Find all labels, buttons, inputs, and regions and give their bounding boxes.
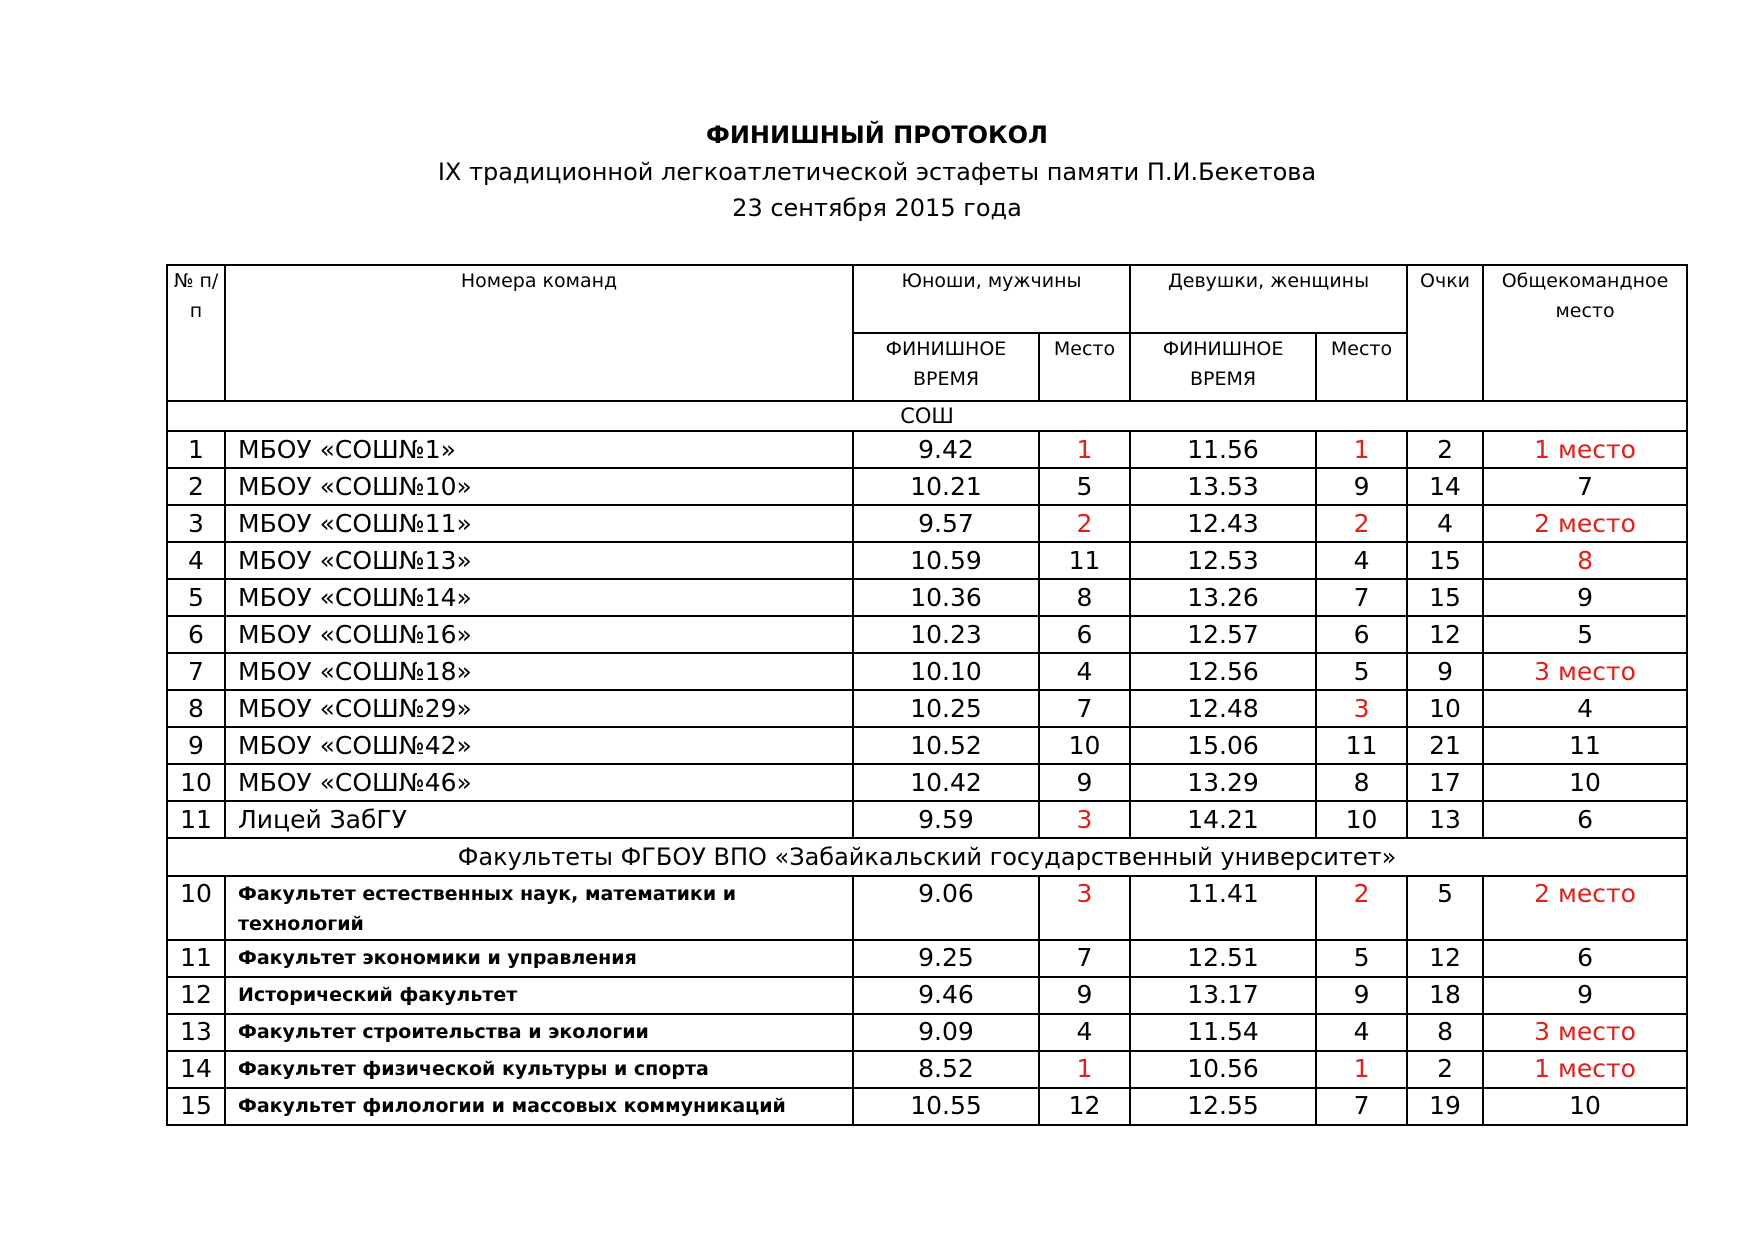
women-place: 10 [1316,801,1407,838]
table-row [167,876,1687,940]
men-place: 12 [1039,1088,1130,1125]
header-men: Юноши, мужчины [853,265,1130,333]
overall-place: 2 место [1483,876,1687,940]
points: 12 [1407,616,1483,653]
overall-place: 9 [1483,579,1687,616]
women-place: 4 [1316,1014,1407,1051]
men-finish-time: 9.09 [853,1014,1039,1051]
team-name: Исторический факультет [225,977,853,1014]
table-row [167,977,1687,1014]
points: 19 [1407,1088,1483,1125]
overall-place: 9 [1483,977,1687,1014]
overall-place: 3 место [1483,1014,1687,1051]
header-overall: Общекомандное место [1483,265,1687,401]
men-place: 1 [1039,431,1130,468]
section-row [167,838,1687,876]
men-finish-time: 10.42 [853,764,1039,801]
table-row [167,1051,1687,1088]
men-finish-time: 9.06 [853,876,1039,940]
points: 17 [1407,764,1483,801]
team-name: Факультет экономики и управления [225,940,853,977]
overall-place: 10 [1483,1088,1687,1125]
men-place: 3 [1039,801,1130,838]
men-place: 9 [1039,764,1130,801]
header-women-finish-time: ФИНИШНОЕ ВРЕМЯ [1130,333,1316,401]
women-place: 2 [1316,876,1407,940]
points: 21 [1407,727,1483,764]
points: 2 [1407,431,1483,468]
women-finish-time: 13.29 [1130,764,1316,801]
men-finish-time: 8.52 [853,1051,1039,1088]
men-finish-time: 10.59 [853,542,1039,579]
women-place: 5 [1316,940,1407,977]
women-finish-time: 12.43 [1130,505,1316,542]
men-finish-time: 9.59 [853,801,1039,838]
men-finish-time: 9.46 [853,977,1039,1014]
row-number: 10 [167,876,225,940]
row-number: 13 [167,1014,225,1051]
men-place: 6 [1039,616,1130,653]
overall-place: 7 [1483,468,1687,505]
overall-place: 8 [1483,542,1687,579]
women-place: 11 [1316,727,1407,764]
row-number: 15 [167,1088,225,1125]
header-women: Девушки, женщины [1130,265,1407,333]
row-number: 2 [167,468,225,505]
men-finish-time: 9.25 [853,940,1039,977]
document-title: ФИНИШНЫЙ ПРОТОКОЛ [706,121,1048,149]
men-finish-time: 10.55 [853,1088,1039,1125]
team-name: МБОУ «СОШ№10» [225,468,853,505]
header-num: № п/п [167,265,225,401]
team-name: Факультет физической культуры и спорта [225,1051,853,1088]
row-number: 3 [167,505,225,542]
overall-place: 3 место [1483,653,1687,690]
finish-protocol-table [166,264,1688,1126]
women-finish-time: 11.54 [1130,1014,1316,1051]
men-place: 4 [1039,653,1130,690]
women-finish-time: 13.53 [1130,468,1316,505]
men-place: 1 [1039,1051,1130,1088]
points: 14 [1407,468,1483,505]
team-name: МБОУ «СОШ№42» [225,727,853,764]
women-finish-time: 11.41 [1130,876,1316,940]
row-number: 10 [167,764,225,801]
row-number: 7 [167,653,225,690]
row-number: 9 [167,727,225,764]
men-finish-time: 10.36 [853,579,1039,616]
women-finish-time: 13.17 [1130,977,1316,1014]
men-finish-time: 10.21 [853,468,1039,505]
points: 9 [1407,653,1483,690]
table-row [167,468,1687,505]
women-place: 2 [1316,505,1407,542]
men-place: 4 [1039,1014,1130,1051]
document-subtitle: IX традиционной легкоатлетической эстафеты памяти П.И.Бекетова [437,158,1317,186]
women-finish-time: 12.53 [1130,542,1316,579]
team-name: МБОУ «СОШ№16» [225,616,853,653]
women-finish-time: 11.56 [1130,431,1316,468]
women-finish-time: 10.56 [1130,1051,1316,1088]
women-finish-time: 15.06 [1130,727,1316,764]
section-label: СОШ [167,401,1687,431]
women-place: 1 [1316,431,1407,468]
points: 5 [1407,876,1483,940]
women-place: 3 [1316,690,1407,727]
overall-place: 11 [1483,727,1687,764]
overall-place: 6 [1483,940,1687,977]
overall-place: 5 [1483,616,1687,653]
table-row [167,727,1687,764]
table-row [167,764,1687,801]
points: 18 [1407,977,1483,1014]
women-place: 7 [1316,579,1407,616]
men-finish-time: 10.10 [853,653,1039,690]
women-place: 4 [1316,542,1407,579]
women-place: 1 [1316,1051,1407,1088]
women-finish-time: 12.48 [1130,690,1316,727]
overall-place: 10 [1483,764,1687,801]
table-row [167,1088,1687,1125]
team-name: МБОУ «СОШ№1» [225,431,853,468]
points: 15 [1407,579,1483,616]
table-row [167,801,1687,838]
points: 2 [1407,1051,1483,1088]
header-men-place: Место [1039,333,1130,401]
section-row [167,401,1687,431]
women-place: 9 [1316,977,1407,1014]
table-row [167,579,1687,616]
team-name: Факультет филологии и массовых коммуникаций [225,1088,853,1125]
row-number: 1 [167,431,225,468]
table-row [167,690,1687,727]
team-name: МБОУ «СОШ№46» [225,764,853,801]
overall-place: 1 место [1483,431,1687,468]
women-place: 8 [1316,764,1407,801]
women-finish-time: 12.51 [1130,940,1316,977]
points: 8 [1407,1014,1483,1051]
team-name: МБОУ «СОШ№11» [225,505,853,542]
section-label: Факультеты ФГБОУ ВПО «Забайкальский государственный университет» [167,838,1687,876]
men-place: 5 [1039,468,1130,505]
document-date: 23 сентября 2015 года [732,194,1022,222]
men-place: 7 [1039,690,1130,727]
overall-place: 4 [1483,690,1687,727]
women-place: 7 [1316,1088,1407,1125]
points: 13 [1407,801,1483,838]
table-row [167,1014,1687,1051]
team-name: МБОУ «СОШ№18» [225,653,853,690]
team-name: МБОУ «СОШ№13» [225,542,853,579]
team-name: Лицей ЗабГУ [225,801,853,838]
overall-place: 2 место [1483,505,1687,542]
men-finish-time: 9.42 [853,431,1039,468]
women-place: 9 [1316,468,1407,505]
header-teams: Номера команд [225,265,853,401]
team-name: МБОУ «СОШ№14» [225,579,853,616]
row-number: 6 [167,616,225,653]
women-place: 6 [1316,616,1407,653]
table-row [167,542,1687,579]
table-row [167,505,1687,542]
men-place: 7 [1039,940,1130,977]
row-number: 5 [167,579,225,616]
women-finish-time: 14.21 [1130,801,1316,838]
men-place: 11 [1039,542,1130,579]
table-row [167,940,1687,977]
men-place: 8 [1039,579,1130,616]
men-place: 10 [1039,727,1130,764]
men-finish-time: 10.23 [853,616,1039,653]
men-finish-time: 10.25 [853,690,1039,727]
row-number: 14 [167,1051,225,1088]
row-number: 8 [167,690,225,727]
men-place: 9 [1039,977,1130,1014]
men-finish-time: 10.52 [853,727,1039,764]
women-place: 5 [1316,653,1407,690]
team-name: МБОУ «СОШ№29» [225,690,853,727]
overall-place: 6 [1483,801,1687,838]
men-place: 3 [1039,876,1130,940]
women-finish-time: 12.57 [1130,616,1316,653]
table-row [167,431,1687,468]
points: 10 [1407,690,1483,727]
points: 12 [1407,940,1483,977]
women-finish-time: 12.56 [1130,653,1316,690]
header-women-place: Место [1316,333,1407,401]
header-points: Очки [1407,265,1483,401]
table-row [167,653,1687,690]
header-men-finish-time: ФИНИШНОЕ ВРЕМЯ [853,333,1039,401]
points: 4 [1407,505,1483,542]
women-finish-time: 13.26 [1130,579,1316,616]
team-name: Факультет естественных наук, математики и технологий [225,876,853,940]
overall-place: 1 место [1483,1051,1687,1088]
row-number: 12 [167,977,225,1014]
row-number: 11 [167,940,225,977]
women-finish-time: 12.55 [1130,1088,1316,1125]
row-number: 11 [167,801,225,838]
team-name: Факультет строительства и экологии [225,1014,853,1051]
table-row [167,616,1687,653]
men-place: 2 [1039,505,1130,542]
row-number: 4 [167,542,225,579]
men-finish-time: 9.57 [853,505,1039,542]
points: 15 [1407,542,1483,579]
